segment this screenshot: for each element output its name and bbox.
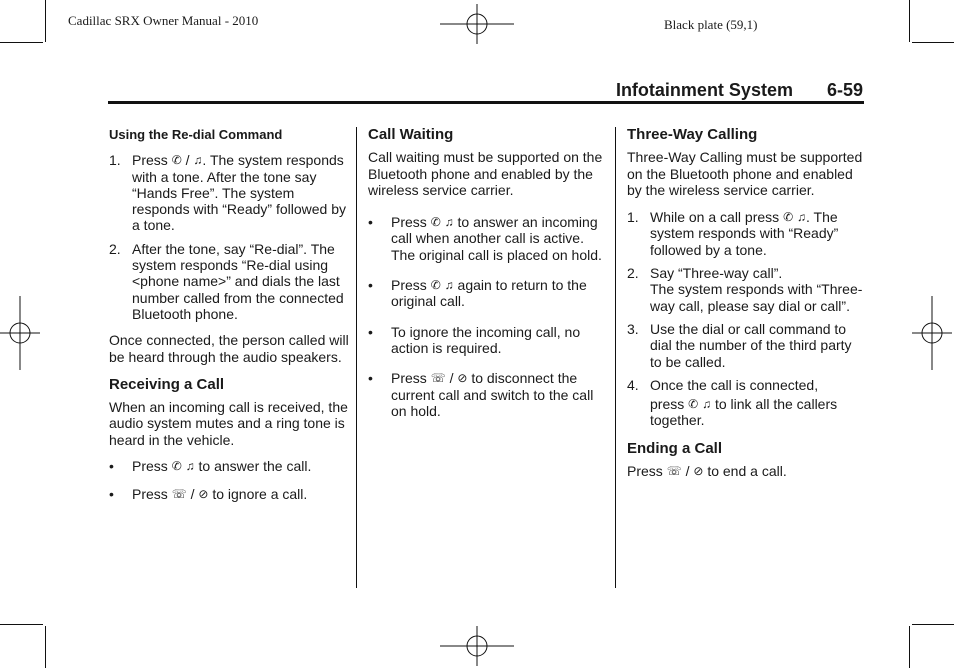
- separator: /: [449, 370, 454, 387]
- step-number: 1.: [109, 152, 121, 169]
- list-item: [627, 377, 867, 429]
- voice-command-icon: ♫: [797, 210, 807, 225]
- list-item: [368, 370, 608, 419]
- bullet-text: Press: [391, 214, 427, 231]
- redial-steps: [109, 152, 349, 322]
- list-item: [368, 214, 608, 263]
- list-item: [368, 324, 608, 357]
- paragraph: When an incoming call is received, the audio system mutes and a ring tone is heard in the vehicle.: [109, 399, 348, 448]
- crop-mark: [0, 624, 43, 625]
- separator: /: [190, 486, 195, 503]
- phone-end-icon: ☏: [171, 487, 187, 502]
- section-title: Infotainment System: [615, 80, 793, 100]
- registration-mark: [440, 626, 514, 666]
- step-number: 1.: [627, 209, 639, 226]
- crop-mark: [912, 42, 954, 43]
- paragraph-text: to end a call.: [707, 463, 787, 480]
- phone-talk-icon: ✆: [688, 397, 699, 412]
- bullet-text: to disconnect the current call and switch to the call on hold.: [391, 370, 594, 419]
- voice-command-icon: ♫: [702, 397, 712, 412]
- crop-mark: [45, 0, 46, 42]
- bullet-text: to answer the call.: [198, 458, 312, 475]
- bullet: •: [368, 214, 373, 231]
- bullet-text: again to return to the original call.: [391, 277, 587, 310]
- phone-talk-icon: ✆: [430, 215, 441, 230]
- step-text: Say “Three-way call”.: [650, 265, 783, 282]
- call-waiting-heading: Call Waiting: [368, 126, 454, 143]
- step-text: Press: [132, 152, 168, 169]
- manual-title: Cadillac SRX Owner Manual - 2010: [68, 13, 259, 28]
- step-text: Use the dial or call command to dial the number of the third party to be called.: [650, 320, 852, 370]
- step-number: 2.: [109, 240, 121, 257]
- voice-command-icon: ♫: [193, 153, 203, 168]
- phone-talk-icon: ✆: [171, 153, 182, 168]
- three-way-steps: [627, 209, 867, 429]
- bullet: •: [368, 323, 373, 340]
- list-item: [368, 277, 608, 310]
- receiving-bullets: [109, 458, 349, 503]
- page-number: 6-59: [826, 80, 863, 100]
- list-item: [109, 152, 349, 233]
- separator: /: [185, 152, 190, 169]
- phone-talk-icon: ✆: [171, 459, 182, 474]
- voice-command-icon: ♫: [185, 459, 195, 474]
- bullet-text: Press: [391, 370, 427, 387]
- bullet-text: To ignore the incoming call, no action is required.: [391, 323, 581, 356]
- column-2: [368, 127, 608, 429]
- ending-heading: Ending a Call: [627, 439, 723, 457]
- mute-icon: ⊘: [693, 464, 704, 479]
- list-item: [109, 241, 349, 322]
- paragraph: [627, 463, 867, 479]
- crop-mark: [0, 42, 43, 43]
- mute-icon: ⊘: [457, 371, 468, 386]
- header-rule: [108, 101, 864, 104]
- crop-mark: [912, 624, 954, 625]
- phone-end-icon: ☏: [666, 464, 682, 479]
- crop-mark: [909, 626, 910, 668]
- step-number: 2.: [627, 265, 639, 282]
- crop-mark: [45, 626, 46, 668]
- paragraph: Once connected, the person called will be heard through the audio speakers.: [109, 332, 349, 365]
- redial-heading: Using the Re-dial Command: [109, 127, 283, 142]
- list-item: [109, 486, 349, 502]
- section-heading: [616, 80, 863, 101]
- phone-end-icon: ☏: [430, 371, 446, 386]
- three-way-heading: Three-Way Calling: [627, 126, 758, 143]
- registration-mark: [912, 296, 952, 370]
- bullet-text: to ignore a call.: [212, 486, 308, 503]
- separator: /: [685, 463, 690, 480]
- bullet: •: [109, 486, 114, 503]
- column-3: [627, 127, 867, 489]
- registration-mark: [440, 4, 514, 44]
- bullet-text: Press: [132, 486, 168, 503]
- step-text: While on a call press: [650, 209, 780, 226]
- voice-command-icon: ♫: [444, 215, 454, 230]
- step-text: The system responds with “Three-way call, please say dial or call”.: [650, 281, 863, 314]
- crop-mark: [909, 0, 910, 42]
- step-text: After the tone, say “Re-dial”. The system responds “Re-dial using <phone name>” and dials the last number called from the connected Bluetooth phone.: [132, 240, 344, 322]
- paragraph: Three-Way Calling must be supported on the Bluetooth phone and enabled by the wireless service carrier.: [627, 149, 863, 198]
- bullet: •: [368, 277, 373, 294]
- plate-label: Black plate (59,1): [664, 17, 758, 32]
- list-item: [627, 321, 867, 370]
- call-waiting-bullets: [368, 214, 608, 419]
- bullet-text: to answer an incoming call when another call is active. The original call is placed on hold.: [391, 214, 602, 263]
- column-1: [109, 127, 349, 513]
- step-text: . The system responds with “Ready” followed by a tone.: [650, 209, 839, 258]
- column-divider: [615, 127, 616, 588]
- list-item: [627, 265, 867, 314]
- paragraph-text: Press: [627, 463, 663, 480]
- bullet-text: Press: [391, 277, 427, 294]
- receiving-heading: Receiving a Call: [109, 375, 225, 393]
- registration-mark: [0, 296, 40, 370]
- phone-talk-icon: ✆: [783, 210, 794, 225]
- step-text: press: [650, 396, 685, 413]
- phone-talk-icon: ✆: [430, 278, 441, 293]
- step-text: to link all the callers together.: [650, 396, 838, 429]
- voice-command-icon: ♫: [444, 278, 454, 293]
- step-text: . The system responds with a tone. After the tone say “Hands Free”. The system responds with “Ready” followed by a tone.: [132, 152, 346, 234]
- bullet-text: Press: [132, 458, 168, 475]
- step-text: Once the call is connected,: [650, 376, 819, 393]
- bullet: •: [109, 458, 114, 475]
- bullet: •: [368, 370, 373, 387]
- list-item: [109, 458, 349, 474]
- column-divider: [356, 127, 357, 588]
- mute-icon: ⊘: [198, 487, 209, 502]
- list-item: [627, 209, 867, 258]
- step-number: 4.: [627, 376, 639, 393]
- paragraph: Call waiting must be supported on the Bluetooth phone and enabled by the wireless service carrier.: [368, 149, 603, 198]
- step-number: 3.: [627, 320, 639, 337]
